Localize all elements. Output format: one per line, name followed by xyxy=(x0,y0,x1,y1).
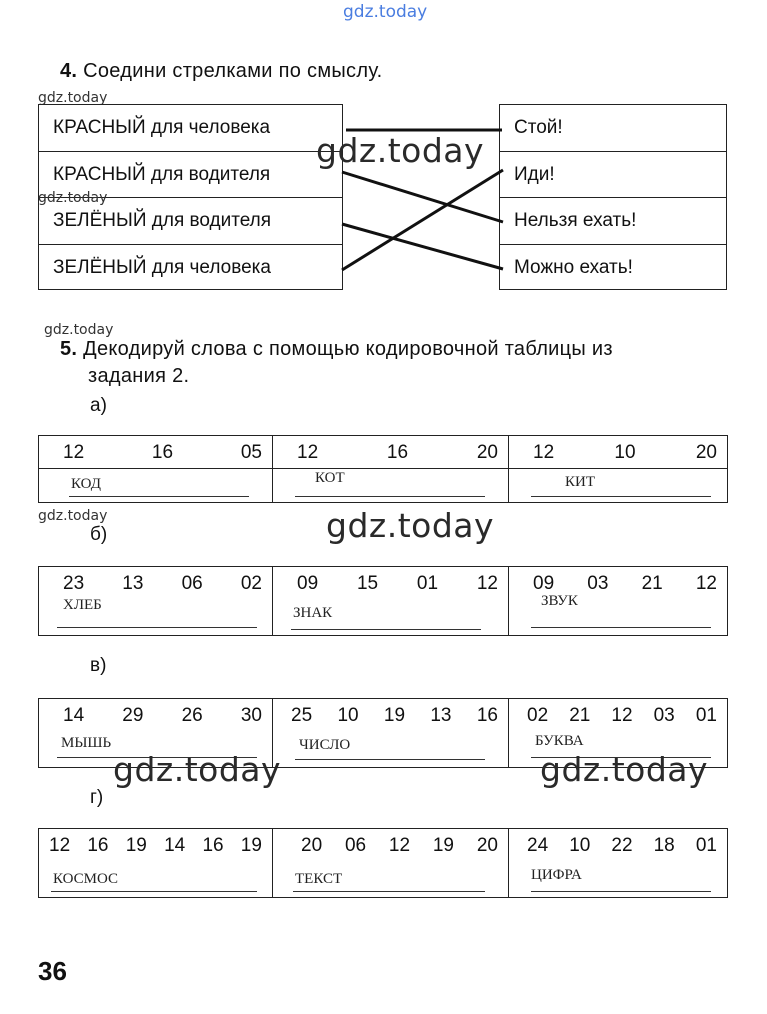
code-number: 10 xyxy=(569,835,591,856)
code-number: 02 xyxy=(240,573,262,594)
code-cell xyxy=(272,829,508,897)
code-number: 20 xyxy=(695,442,717,463)
code-number: 24 xyxy=(527,835,549,856)
code-number: 12 xyxy=(533,442,555,463)
code-number: 14 xyxy=(164,835,186,856)
code-number: 01 xyxy=(416,573,439,594)
code-table-a xyxy=(38,435,728,503)
code-number: 19 xyxy=(240,835,262,856)
code-number: 01 xyxy=(695,835,717,856)
task5-number: 5. xyxy=(60,338,78,360)
code-number: 19 xyxy=(383,705,406,726)
code-number: 16 xyxy=(151,442,174,463)
code-number: 23 xyxy=(63,573,85,594)
code-number: 25 xyxy=(291,705,313,726)
task4-text: Соедини стрелками по смыслу. xyxy=(83,60,383,82)
answer-text: КОСМОС xyxy=(53,871,119,887)
code-number: 16 xyxy=(87,835,109,856)
group-label-v: в) xyxy=(90,655,107,676)
watermark-small: gdz.today xyxy=(38,190,108,206)
code-number: 10 xyxy=(614,442,636,463)
code-number: 05 xyxy=(240,442,262,463)
code-number: 12 xyxy=(476,573,498,594)
answer-text: ЦИФРА xyxy=(531,867,582,883)
code-number: 18 xyxy=(653,835,675,856)
task4-right-item: Иди! xyxy=(500,151,726,197)
code-number: 12 xyxy=(297,442,319,463)
code-number: 21 xyxy=(641,573,663,594)
task4-left-item: КРАСНЫЙ для водителя xyxy=(39,151,342,197)
answer-text: ЗВУК xyxy=(541,593,578,609)
code-number: 12 xyxy=(695,573,717,594)
watermark-big: gdz.today xyxy=(326,506,495,545)
code-number: 12 xyxy=(63,442,85,463)
watermark-big: gdz.today xyxy=(540,750,709,789)
answer-text: КИТ xyxy=(565,474,595,490)
connection-line xyxy=(342,170,503,270)
task5-text-line1: Декодируй слова с помощью кодировочной таблицы из xyxy=(83,338,613,360)
code-number: 12 xyxy=(611,705,633,726)
task4-left-item: ЗЕЛЁНЫЙ для водителя xyxy=(39,197,342,244)
code-cell xyxy=(508,436,727,502)
group-label-a: а) xyxy=(90,395,107,416)
code-number: 02 xyxy=(527,705,549,726)
task4-right-item: Нельзя ехать! xyxy=(500,197,726,244)
code-cell xyxy=(272,567,508,635)
task4-left-item: КРАСНЫЙ для человека xyxy=(53,117,271,138)
answer-text: ТЕКСТ xyxy=(295,871,343,887)
code-number: 21 xyxy=(569,705,591,726)
code-number: 16 xyxy=(202,835,224,856)
code-cell xyxy=(508,829,727,897)
code-number: 29 xyxy=(122,705,144,726)
code-number: 14 xyxy=(63,705,85,726)
answer-text: ЧИСЛО xyxy=(299,737,351,753)
code-number: 03 xyxy=(587,573,609,594)
code-number: 15 xyxy=(356,573,379,594)
answer-text: КОД xyxy=(71,476,101,492)
code-table-g xyxy=(38,828,728,898)
code-number: 16 xyxy=(386,442,409,463)
watermark-top: gdz.today xyxy=(343,2,428,22)
code-cell xyxy=(272,436,508,502)
code-number: 19 xyxy=(432,835,454,856)
page-number: 36 xyxy=(38,956,67,986)
code-number: 12 xyxy=(388,835,411,856)
code-cell xyxy=(39,829,272,897)
code-number: 09 xyxy=(297,573,319,594)
group-label-g: г) xyxy=(90,787,104,808)
task4-right-item: Стой! xyxy=(514,117,563,138)
code-number: 06 xyxy=(181,573,203,594)
watermark-small: gdz.today xyxy=(38,508,108,524)
code-number: 06 xyxy=(344,835,367,856)
code-number: 20 xyxy=(476,835,498,856)
code-number: 10 xyxy=(337,705,359,726)
code-number: 13 xyxy=(122,573,144,594)
answer-text: ЗНАК xyxy=(293,605,333,621)
watermark-big: gdz.today xyxy=(113,750,282,789)
code-number: 20 xyxy=(301,835,323,856)
code-number: 20 xyxy=(476,442,498,463)
answer-text: КОТ xyxy=(315,470,345,486)
code-number: 26 xyxy=(181,705,203,726)
answer-text: ХЛЕБ xyxy=(63,597,102,613)
code-number: 01 xyxy=(695,705,717,726)
group-label-b: б) xyxy=(90,524,108,545)
code-cell xyxy=(39,436,272,502)
connection-line xyxy=(342,224,503,269)
answer-text: БУКВА xyxy=(535,733,584,749)
watermark-big: gdz.today xyxy=(316,131,485,170)
task4-number: 4. xyxy=(60,60,78,82)
code-number: 19 xyxy=(125,835,147,856)
task5-text-line2: задания 2. xyxy=(88,365,190,387)
watermark-small: gdz.today xyxy=(38,90,108,106)
task4-left-item: ЗЕЛЁНЫЙ для человека xyxy=(39,244,342,290)
code-cell xyxy=(39,567,272,635)
task5-title xyxy=(60,338,730,388)
code-cell xyxy=(508,567,727,635)
code-table-b xyxy=(38,566,728,636)
code-number: 09 xyxy=(533,573,555,594)
code-number: 03 xyxy=(653,705,675,726)
task4-right-item: Можно ехать! xyxy=(500,244,726,290)
code-number: 16 xyxy=(476,705,498,726)
code-number: 13 xyxy=(430,705,452,726)
code-number: 30 xyxy=(240,705,262,726)
code-cell xyxy=(272,699,508,767)
answer-text: МЫШЬ xyxy=(61,735,112,751)
code-number: 12 xyxy=(49,835,71,856)
code-number: 22 xyxy=(611,835,633,856)
watermark-small: gdz.today xyxy=(44,322,114,338)
connection-line xyxy=(342,172,503,222)
